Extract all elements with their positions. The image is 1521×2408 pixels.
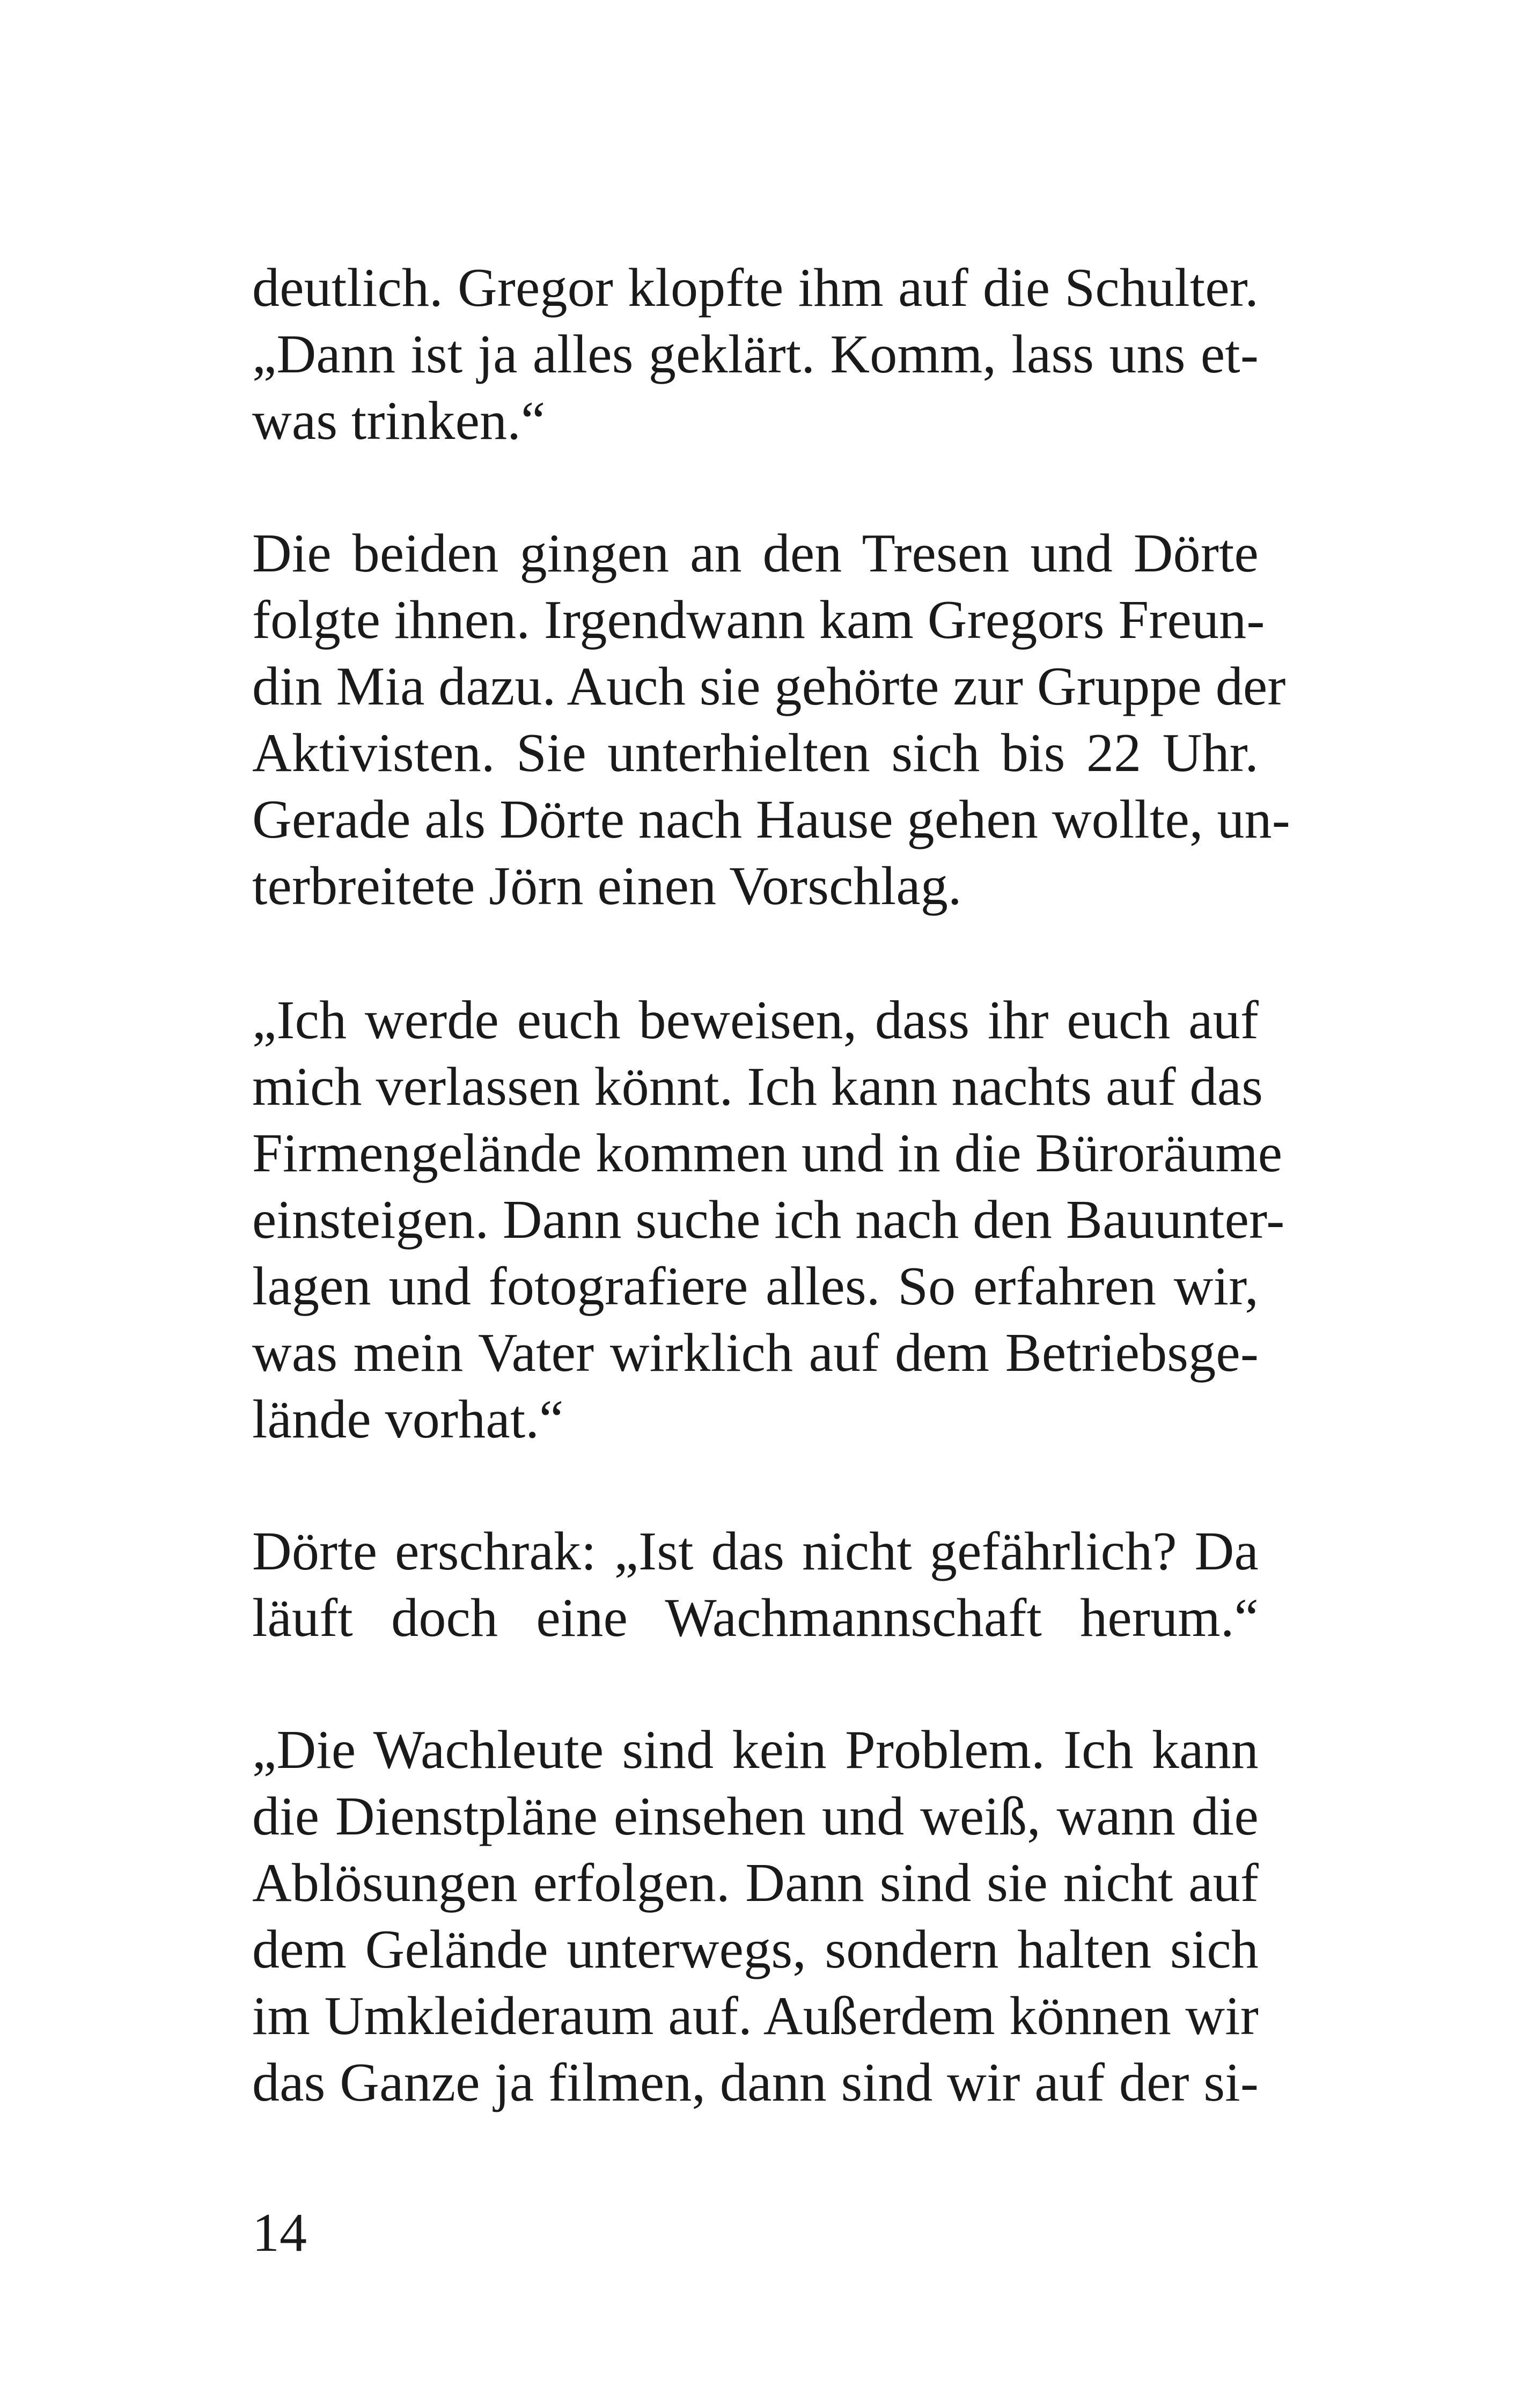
- text-line: Die beiden gingen an den Tresen und Dörte: [252, 523, 1259, 584]
- text-line: läuft doch eine Wachmannschaft herum.“: [252, 1588, 1259, 1648]
- text-line: im Umkleideraum auf. Außerdem können wir: [252, 1986, 1259, 2046]
- text-line: Dörte erschrak: „Ist das nicht gefährlich? Da: [252, 1521, 1259, 1582]
- paragraph-2: [252, 520, 1290, 920]
- text-line: Firmengelände kommen und in die Büroräume: [252, 1123, 1283, 1184]
- text-line: einsteigen. Dann suche ich nach den Bauunter-: [252, 1190, 1285, 1250]
- paragraph-3: [252, 987, 1285, 1453]
- paragraph-5: [252, 1717, 1259, 2116]
- text-line: folgte ihnen. Irgendwann kam Gregors Freun-: [252, 590, 1265, 650]
- text-line: deutlich. Gregor klopfte ihm auf die Schulter.: [252, 258, 1259, 318]
- text-line: Ablösungen erfolgen. Dann sind sie nicht auf: [252, 1853, 1259, 1913]
- text-line: terbreitete Jörn einen Vorschlag.: [252, 856, 962, 916]
- paragraph-4: [252, 1518, 1259, 1651]
- text-line: lagen und fotografiere alles. So erfahren wir,: [252, 1256, 1259, 1317]
- text-line: „Dann ist ja alles geklärt. Komm, lass uns et-: [252, 324, 1259, 385]
- text-line: die Dienstpläne einsehen und weiß, wann die: [252, 1786, 1259, 1847]
- text-line: mich verlassen könnt. Ich kann nachts auf das: [252, 1056, 1263, 1117]
- paragraph-1: [252, 255, 1259, 454]
- text-line: dem Gelände unterwegs, sondern halten sich: [252, 1919, 1259, 1980]
- text-line: Aktivisten. Sie unterhielten sich bis 22 Uhr.: [252, 723, 1259, 783]
- text-line: das Ganze ja filmen, dann sind wir auf der si-: [252, 2052, 1259, 2113]
- text-line: „Die Wachleute sind kein Problem. Ich kann: [252, 1720, 1259, 1780]
- text-line: lände vorhat.“: [252, 1389, 564, 1450]
- page-number: 14: [252, 2203, 307, 2263]
- text-line: „Ich werde euch beweisen, dass ihr euch auf: [252, 990, 1259, 1051]
- text-line: was mein Vater wirklich auf dem Betriebsge-: [252, 1323, 1259, 1383]
- text-line: Gerade als Dörte nach Hause gehen wollte, un-: [252, 789, 1290, 850]
- text-line: was trinken.“: [252, 391, 546, 451]
- text-line: din Mia dazu. Auch sie gehörte zur Gruppe der: [252, 656, 1286, 717]
